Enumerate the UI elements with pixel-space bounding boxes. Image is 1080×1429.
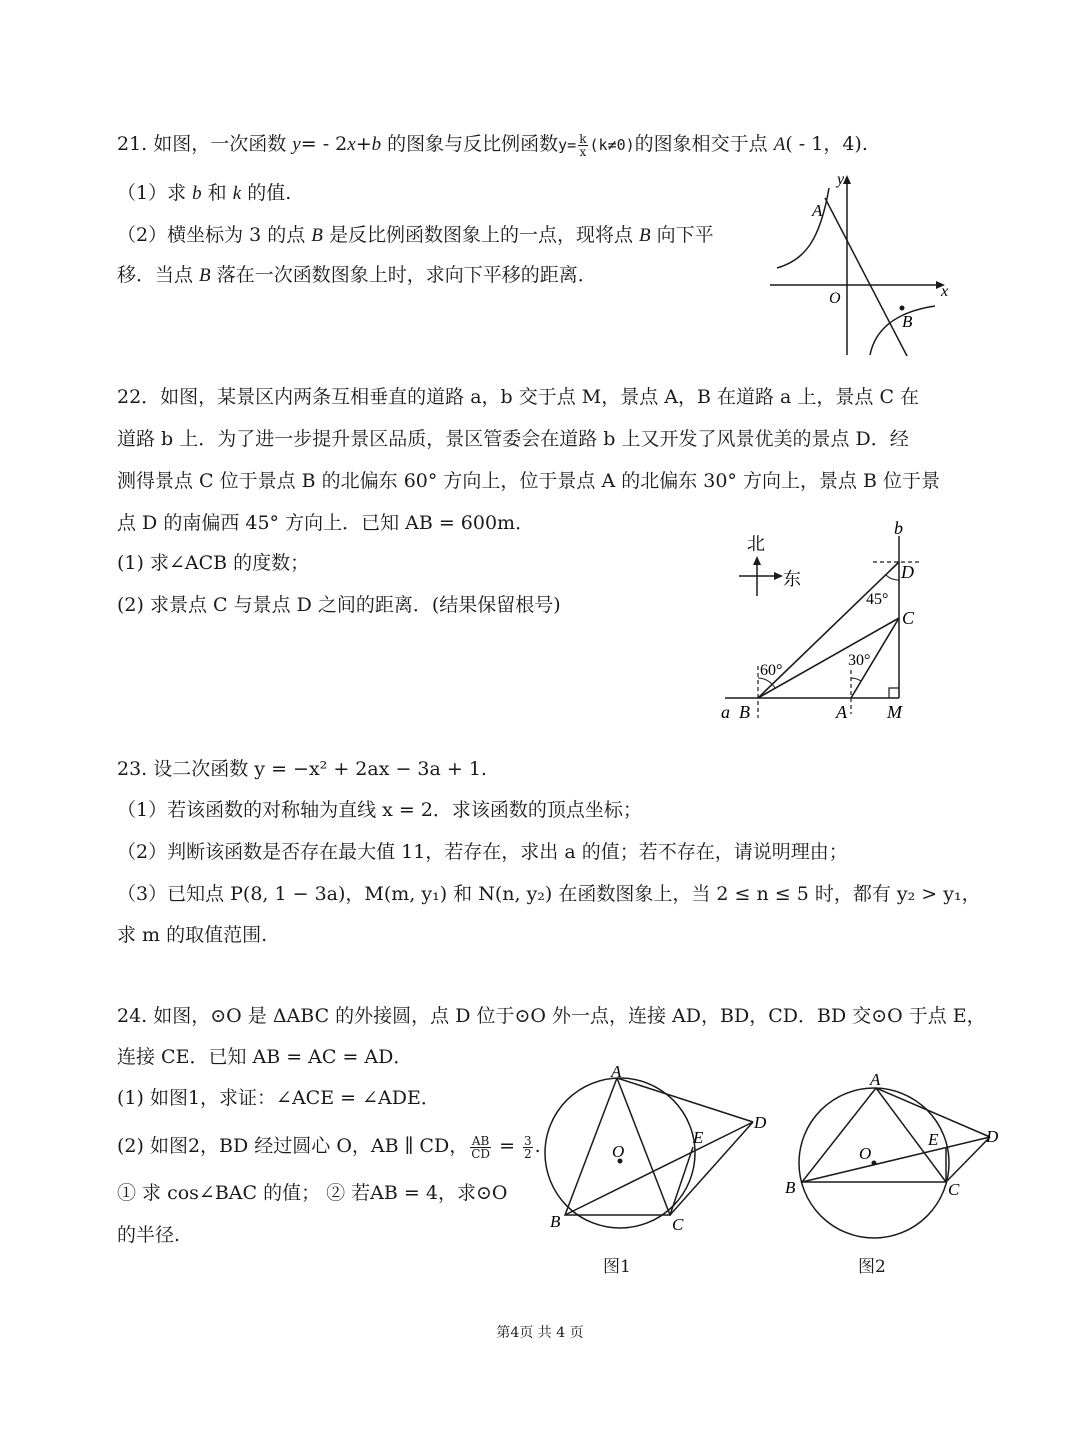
label-b: B	[902, 312, 913, 331]
label-c: C	[672, 1215, 684, 1234]
label-north: 北	[747, 534, 765, 555]
label-m: M	[887, 702, 902, 722]
label-d: D	[901, 562, 914, 582]
arc-45	[886, 575, 899, 580]
compass-icon	[739, 556, 783, 596]
center-o-dot	[872, 1161, 877, 1166]
q24-part2-cont: 的半径.	[117, 1224, 181, 1246]
q21-part1: （1）求 b 和 k 的值.	[117, 182, 292, 204]
q24-part2-items: ① 求 cos∠BAC 的值； ② 若AB = 4，求⊙O	[117, 1182, 508, 1204]
q24-line1: 24. 如图，⊙O 是 ΔABC 的外接圆，点 D 位于⊙O 外一点，连接 AD，BD，CD．BD 交⊙O 于点 E，	[117, 1005, 986, 1027]
q24-figure2	[780, 1065, 1030, 1240]
label-x: x	[941, 283, 949, 300]
fraction-ab-over-cd: $\frac{AB}{CD}$	[471, 1133, 491, 1161]
fraction-3-over-2: $\frac{3}{2}$	[524, 1133, 532, 1161]
label-east: 东	[783, 569, 801, 590]
label-c: C	[948, 1180, 960, 1199]
segment-bd	[802, 1137, 990, 1182]
label-60: 60°	[760, 662, 783, 679]
q24-line2: 连接 CE．已知 AB = AC = AD．	[117, 1046, 413, 1068]
segment-bd	[565, 1122, 753, 1215]
label-road-a: a	[721, 702, 730, 722]
q21-part2-cont: 移．当点 B 落在一次函数图象上时，求向下平移的距离．	[117, 264, 597, 286]
label-road-b: b	[894, 518, 903, 538]
q21-part2: （2）横坐标为 3 的点 B 是反比例函数图象上的一点，现将点 B 向下平	[117, 224, 714, 246]
hyperbola-left-branch	[777, 188, 829, 268]
q22-line2: 道路 b 上．为了进一步提升景区品质，景区管委会在道路 b 上又开发了风景优美的景点 D．经	[117, 428, 909, 450]
q22-line4: 点 D 的南偏西 45° 方向上．已知 AB = 600m．	[117, 512, 535, 534]
label-o: O	[612, 1142, 625, 1161]
q23-part2: （2）判断该函数是否存在最大值 11，若存在，求出 a 的值；若不存在，请说明理由；	[117, 841, 848, 863]
q24-figure1	[535, 1065, 775, 1240]
label-30: 30°	[848, 652, 871, 669]
label-b: B	[739, 702, 750, 722]
q22-line1: 22．如图，某景区内两条互相垂直的道路 a，b 交于点 M，景点 A，B 在道路 a 上，景点 C 在	[117, 386, 920, 408]
q22-line3: 测得景点 C 位于景点 B 的北偏东 60° 方向上，位于景点 A 的北偏东 30° 方向上，景点 B 位于景	[117, 470, 941, 492]
label-c: C	[902, 608, 915, 628]
q23-part1: （1）若该函数的对称轴为直线 x = 2．求该函数的顶点坐标；	[117, 799, 642, 821]
q24-part2: (2) 如图2，BD 经过圆心 O，AB ∥ CD， $\frac{AB}{CD}$ = $\frac{3}{2}$ .	[117, 1133, 541, 1161]
segment-cd	[670, 1122, 753, 1215]
label-y: y	[837, 171, 845, 188]
page-footer: 第4页 共 4 页	[496, 1325, 584, 1341]
label-b: B	[550, 1212, 561, 1231]
segment-cd	[946, 1137, 990, 1182]
arc-30	[851, 678, 861, 681]
q24-part1: (1) 如图1，求证：∠ACE = ∠ADE．	[117, 1087, 440, 1109]
label-o: O	[829, 290, 841, 307]
y-axis-arrow	[843, 175, 851, 184]
point-b-dot	[900, 306, 905, 311]
label-a: A	[870, 1070, 881, 1089]
label-o: O	[859, 1144, 872, 1163]
label-b: B	[785, 1178, 796, 1197]
label-a: A	[812, 201, 823, 220]
q23-stem: 23. 设二次函数 y = −x² + 2ax − 3a + 1.	[117, 758, 487, 780]
q21-stem: 21. 如图，一次函数 y= - 2x+b 的图象与反比例函数y= $\frac{k}{x}$ (k≠0)的图象相交于点 A( - 1，4).	[117, 131, 868, 159]
fraction-k-over-x: $\frac{k}{x}$	[579, 131, 587, 159]
q22-figure	[715, 518, 945, 728]
right-angle-mark	[889, 688, 899, 698]
label-d: D	[754, 1113, 767, 1132]
label-a: A	[836, 702, 847, 722]
q22-part2: (2) 求景点 C 与景点 D 之间的距离．(结果保留根号)	[117, 594, 561, 616]
q23-part3: （3）已知点 P(8, 1 − 3a)，M(m, y₁) 和 N(n, y₂) 在函数图象上，当 2 ≤ n ≤ 5 时，都有 y₂ > y₁，	[117, 883, 981, 905]
label-e: E	[693, 1128, 704, 1147]
q22-part1: (1) 求∠ACB 的度数；	[117, 552, 310, 574]
label-a: A	[611, 1065, 622, 1081]
label-45: 45°	[866, 591, 889, 608]
figure1-caption: 图1	[603, 1257, 631, 1277]
label-d: D	[986, 1127, 999, 1146]
figure2-caption: 图2	[858, 1257, 886, 1277]
q23-part3-cont: 求 m 的取值范围.	[117, 924, 268, 946]
triangle-abc	[802, 1088, 946, 1182]
label-e: E	[928, 1130, 939, 1149]
q21-figure	[765, 170, 955, 360]
linear-function-line	[825, 198, 907, 356]
